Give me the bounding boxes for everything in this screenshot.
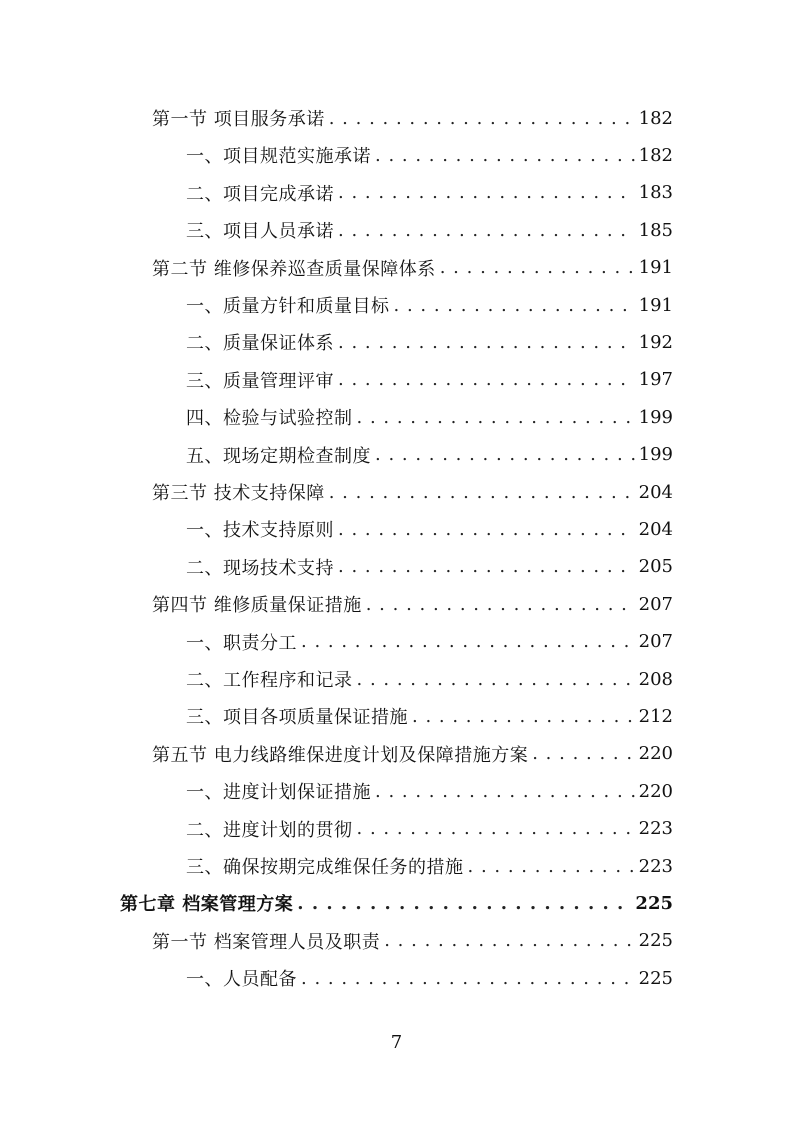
toc-leader-dots	[394, 295, 635, 316]
toc-leader-dots	[366, 594, 635, 615]
toc-entry-title: 一、职责分工	[186, 632, 297, 654]
toc-leader-dots	[440, 257, 635, 278]
toc-subsection-entry[interactable]	[186, 511, 673, 547]
toc-entry-title: 五、现场定期检查制度	[186, 445, 371, 467]
toc-leader-dots	[357, 669, 635, 690]
toc-entry-page: 191	[638, 257, 673, 279]
toc-subsection-entry[interactable]	[186, 848, 673, 884]
toc-entry-page: 197	[638, 369, 673, 391]
toc-leader-dots	[338, 332, 635, 353]
toc-section-entry[interactable]	[152, 736, 673, 772]
toc-leader-dots	[375, 444, 635, 465]
toc-entry-page: 220	[638, 780, 673, 802]
toc-leader-dots	[532, 743, 634, 764]
toc-entry-page: 183	[638, 182, 673, 204]
toc-entry-page: 207	[638, 593, 673, 615]
toc-subsection-entry[interactable]	[186, 437, 673, 473]
toc-leader-dots	[338, 556, 635, 577]
toc-entry-title: 第五节 电力线路维保进度计划及保障措施方案	[152, 744, 529, 766]
toc-leader-dots	[375, 145, 635, 166]
toc-entry-page: 225	[638, 967, 673, 989]
toc-subsection-entry[interactable]	[186, 137, 673, 173]
toc-leader-dots	[338, 182, 635, 203]
toc-entry-title: 三、项目人员承诺	[186, 221, 334, 243]
toc-section-entry[interactable]	[152, 250, 673, 286]
toc-entry-title: 二、质量保证体系	[186, 333, 334, 355]
toc-leader-dots	[375, 781, 635, 802]
toc-leader-dots	[357, 407, 635, 428]
toc-entry-page: 207	[638, 631, 673, 653]
toc-subsection-entry[interactable]	[186, 212, 673, 248]
toc-section-entry[interactable]	[152, 586, 673, 622]
toc-entry-title: 四、检验与试验控制	[186, 408, 353, 430]
toc-leader-dots	[338, 220, 635, 241]
toc-entry-title: 三、质量管理评审	[186, 370, 334, 392]
toc-entry-page: 182	[638, 107, 673, 129]
toc-entry-page: 185	[638, 219, 673, 241]
toc-leader-dots	[468, 856, 635, 877]
toc-entry-title: 二、现场技术支持	[186, 557, 334, 579]
toc-subsection-entry[interactable]	[186, 624, 673, 660]
toc-entry-page: 208	[638, 668, 673, 690]
toc-entry-page: 204	[638, 518, 673, 540]
toc-chapter-entry[interactable]	[120, 885, 673, 921]
toc-leader-dots	[338, 369, 635, 390]
toc-entry-title: 二、进度计划的贯彻	[186, 819, 353, 841]
toc-entry-title: 第一节 项目服务承诺	[152, 109, 325, 130]
toc-entry-page: 225	[635, 892, 673, 914]
toc-leader-dots	[301, 631, 635, 652]
toc-entry-title: 第七章 档案管理方案	[120, 894, 294, 916]
toc-entry-page: 199	[638, 406, 673, 428]
toc-subsection-entry[interactable]	[186, 661, 673, 697]
toc-entry-page: 220	[638, 743, 673, 765]
toc-entry-title: 第一节 档案管理人员及职责	[152, 931, 381, 953]
toc-section-entry[interactable]	[152, 474, 673, 510]
toc-subsection-entry[interactable]	[186, 549, 673, 585]
toc-entry-title: 第二节 维修保养巡查质量保障体系	[152, 258, 436, 280]
toc-subsection-entry[interactable]	[186, 287, 673, 323]
toc-leader-dots	[329, 482, 635, 503]
toc-entry-page: 223	[638, 855, 673, 877]
toc-subsection-entry[interactable]	[186, 324, 673, 360]
toc-subsection-entry[interactable]	[186, 811, 673, 847]
toc-entry-page: 182	[638, 144, 673, 166]
toc-leader-dots	[329, 108, 635, 129]
toc-entry-title: 第四节 维修质量保证措施	[152, 595, 362, 617]
toc-entry-page: 205	[638, 556, 673, 578]
toc-entry-title: 一、人员配备	[186, 969, 297, 991]
toc-entry-title: 一、项目规范实施承诺	[186, 146, 371, 168]
toc-subsection-entry[interactable]	[186, 362, 673, 398]
toc-entry-title: 第三节 技术支持保障	[152, 483, 325, 504]
toc-entry-title: 三、确保按期完成维保任务的措施	[186, 857, 464, 878]
toc-entry-page: 192	[638, 331, 673, 353]
toc-subsection-entry[interactable]	[186, 175, 673, 211]
toc-entry-page: 199	[638, 444, 673, 466]
toc-entry-page: 204	[638, 481, 673, 503]
toc-leader-dots	[412, 706, 635, 727]
toc-leader-dots	[301, 968, 635, 989]
toc-subsection-entry[interactable]	[186, 960, 673, 996]
toc-entry-title: 一、质量方针和质量目标	[186, 296, 390, 317]
toc-entry-page: 225	[638, 930, 673, 952]
toc-subsection-entry[interactable]	[186, 399, 673, 435]
toc-entry-page: 212	[638, 705, 673, 727]
toc-entry-page: 223	[638, 818, 673, 840]
toc-leader-dots	[357, 818, 635, 839]
page-number: 7	[390, 1032, 403, 1053]
toc-entry-title: 一、技术支持原则	[186, 520, 334, 542]
toc-entry-title: 二、项目完成承诺	[186, 183, 334, 205]
toc-entry-title: 三、项目各项质量保证措施	[186, 707, 408, 729]
toc-subsection-entry[interactable]	[186, 773, 673, 809]
toc-entry-title: 二、工作程序和记录	[186, 670, 353, 691]
toc-leader-dots	[338, 519, 635, 540]
toc-leader-dots	[384, 930, 634, 951]
toc-entry-title: 一、进度计划保证措施	[186, 782, 371, 804]
toc-section-entry[interactable]	[152, 100, 673, 136]
toc-entry-page: 191	[638, 294, 673, 316]
toc-subsection-entry[interactable]	[186, 698, 673, 734]
toc-section-entry[interactable]	[152, 923, 673, 959]
toc-leader-dots	[297, 893, 631, 914]
